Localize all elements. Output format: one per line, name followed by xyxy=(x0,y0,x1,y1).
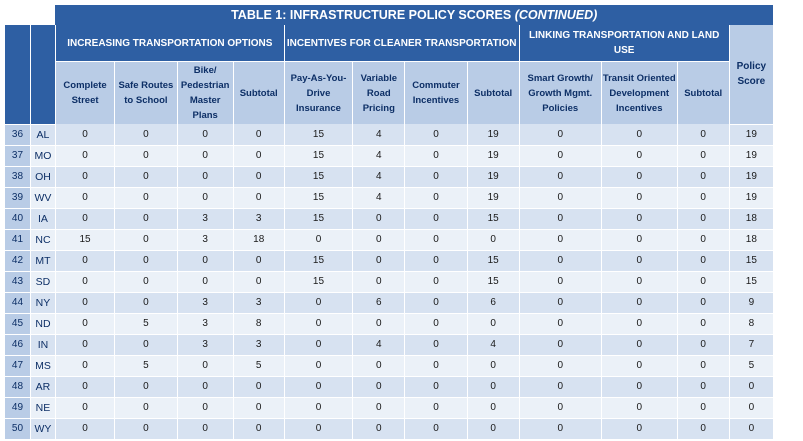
score-cell: 0 xyxy=(353,355,405,376)
score-cell: 0 xyxy=(55,166,114,187)
table-row xyxy=(5,124,774,145)
score-cell: 0 xyxy=(405,418,467,439)
score-cell: 0 xyxy=(284,313,353,334)
state-cell: MS xyxy=(30,355,55,376)
policy-score-cell: 15 xyxy=(729,250,773,271)
policy-score-cell: 18 xyxy=(729,208,773,229)
score-cell: 0 xyxy=(519,145,601,166)
score-cell: 0 xyxy=(115,187,177,208)
score-cell: 0 xyxy=(353,397,405,418)
group-header-transport-options: INCREASING TRANSPORTATION OPTIONS xyxy=(55,25,284,62)
state-cell: IA xyxy=(30,208,55,229)
score-cell: 0 xyxy=(601,166,677,187)
score-cell: 3 xyxy=(177,229,233,250)
score-cell: 0 xyxy=(467,376,519,397)
score-cell: 0 xyxy=(115,229,177,250)
score-cell: 0 xyxy=(353,229,405,250)
score-cell: 0 xyxy=(177,145,233,166)
table-row xyxy=(5,292,774,313)
score-cell: 0 xyxy=(115,124,177,145)
table-row xyxy=(5,166,774,187)
title-spacer xyxy=(5,5,56,25)
score-cell: 0 xyxy=(467,397,519,418)
score-cell: 0 xyxy=(55,271,114,292)
score-cell: 0 xyxy=(55,334,114,355)
score-cell: 3 xyxy=(177,208,233,229)
score-cell: 0 xyxy=(677,397,729,418)
score-cell: 0 xyxy=(601,124,677,145)
score-cell: 0 xyxy=(353,376,405,397)
score-cell: 0 xyxy=(55,355,114,376)
table-row xyxy=(5,250,774,271)
group-header-cleaner-transportation: INCENTIVES FOR CLEANER TRANSPORTATION xyxy=(284,25,519,62)
score-cell: 0 xyxy=(677,355,729,376)
score-cell: 19 xyxy=(467,145,519,166)
table-row xyxy=(5,145,774,166)
score-cell: 0 xyxy=(233,145,284,166)
score-cell: 0 xyxy=(405,334,467,355)
column-header: Safe Routes to School xyxy=(115,62,177,125)
score-cell: 0 xyxy=(284,397,353,418)
column-header: Pay-As-You-Drive Insurance xyxy=(284,62,353,125)
policy-score-cell: 19 xyxy=(729,145,773,166)
infrastructure-policy-table-container xyxy=(4,5,773,440)
score-cell: 6 xyxy=(467,292,519,313)
table-row xyxy=(5,229,774,250)
score-cell: 0 xyxy=(519,229,601,250)
score-cell: 0 xyxy=(677,250,729,271)
table-title xyxy=(55,5,773,25)
column-header: Transit Oriented Development Incentives xyxy=(601,62,677,125)
score-cell: 5 xyxy=(115,355,177,376)
score-cell: 3 xyxy=(177,292,233,313)
score-cell: 0 xyxy=(115,208,177,229)
score-cell: 0 xyxy=(467,355,519,376)
score-cell: 0 xyxy=(519,250,601,271)
score-cell: 0 xyxy=(177,187,233,208)
table-row xyxy=(5,187,774,208)
group-header-land-use: LINKING TRANSPORTATION AND LAND USE xyxy=(519,25,729,62)
policy-score-cell: 9 xyxy=(729,292,773,313)
score-cell: 0 xyxy=(519,418,601,439)
state-cell: IN xyxy=(30,334,55,355)
policy-score-cell: 8 xyxy=(729,313,773,334)
score-cell: 0 xyxy=(677,145,729,166)
table-row xyxy=(5,418,774,439)
score-cell: 0 xyxy=(405,250,467,271)
score-cell: 0 xyxy=(519,187,601,208)
rank-cell: 47 xyxy=(5,355,31,376)
score-cell: 0 xyxy=(177,271,233,292)
score-cell: 5 xyxy=(115,313,177,334)
score-cell: 0 xyxy=(601,208,677,229)
score-cell: 0 xyxy=(115,166,177,187)
score-cell: 0 xyxy=(55,187,114,208)
rank-header xyxy=(5,25,31,124)
score-cell: 0 xyxy=(405,229,467,250)
table-title-main: TABLE 1: INFRASTRUCTURE POLICY SCORES xyxy=(231,8,512,22)
column-header: Subtotal xyxy=(233,62,284,125)
score-cell: 0 xyxy=(405,271,467,292)
score-cell: 0 xyxy=(55,313,114,334)
table-row xyxy=(5,397,774,418)
score-cell: 3 xyxy=(233,208,284,229)
score-cell: 0 xyxy=(467,418,519,439)
score-cell: 0 xyxy=(284,334,353,355)
score-cell: 0 xyxy=(519,124,601,145)
score-cell: 15 xyxy=(284,250,353,271)
score-cell: 0 xyxy=(177,355,233,376)
score-cell: 0 xyxy=(233,124,284,145)
score-cell: 3 xyxy=(177,334,233,355)
score-cell: 0 xyxy=(115,418,177,439)
score-cell: 8 xyxy=(233,313,284,334)
score-cell: 0 xyxy=(233,397,284,418)
score-cell: 0 xyxy=(519,376,601,397)
state-cell: SD xyxy=(30,271,55,292)
score-cell: 0 xyxy=(55,145,114,166)
column-header: Smart Growth/ Growth Mgmt. Policies xyxy=(519,62,601,125)
score-cell: 0 xyxy=(115,292,177,313)
score-cell: 0 xyxy=(677,418,729,439)
score-cell: 0 xyxy=(677,229,729,250)
score-cell: 0 xyxy=(284,418,353,439)
score-cell: 0 xyxy=(353,271,405,292)
state-cell: AL xyxy=(30,124,55,145)
score-cell: 15 xyxy=(467,271,519,292)
score-cell: 0 xyxy=(55,418,114,439)
rank-cell: 45 xyxy=(5,313,31,334)
score-cell: 4 xyxy=(353,187,405,208)
state-cell: AR xyxy=(30,376,55,397)
table-row xyxy=(5,271,774,292)
score-cell: 0 xyxy=(284,376,353,397)
score-cell: 0 xyxy=(115,271,177,292)
score-cell: 0 xyxy=(601,355,677,376)
score-cell: 19 xyxy=(467,124,519,145)
score-cell: 0 xyxy=(519,271,601,292)
state-cell: ND xyxy=(30,313,55,334)
score-cell: 0 xyxy=(284,355,353,376)
score-cell: 0 xyxy=(177,124,233,145)
score-cell: 0 xyxy=(353,418,405,439)
rank-cell: 43 xyxy=(5,271,31,292)
score-cell: 0 xyxy=(601,397,677,418)
policy-score-cell: 15 xyxy=(729,271,773,292)
score-cell: 0 xyxy=(519,355,601,376)
score-cell: 0 xyxy=(519,292,601,313)
score-cell: 0 xyxy=(405,145,467,166)
policy-score-cell: 19 xyxy=(729,187,773,208)
rank-cell: 36 xyxy=(5,124,31,145)
state-cell: NE xyxy=(30,397,55,418)
score-cell: 0 xyxy=(233,271,284,292)
policy-score-cell: 7 xyxy=(729,334,773,355)
table-row xyxy=(5,208,774,229)
score-cell: 3 xyxy=(233,334,284,355)
score-cell: 0 xyxy=(519,166,601,187)
score-cell: 0 xyxy=(405,124,467,145)
column-header: Subtotal xyxy=(677,62,729,125)
score-cell: 0 xyxy=(177,397,233,418)
score-cell: 0 xyxy=(405,187,467,208)
score-cell: 15 xyxy=(467,208,519,229)
score-cell: 0 xyxy=(677,292,729,313)
state-cell: WV xyxy=(30,187,55,208)
score-cell: 0 xyxy=(601,250,677,271)
policy-score-cell: 5 xyxy=(729,355,773,376)
score-cell: 0 xyxy=(601,145,677,166)
column-header: Subtotal xyxy=(467,62,519,125)
table-row xyxy=(5,334,774,355)
score-cell: 0 xyxy=(677,187,729,208)
score-cell: 0 xyxy=(55,376,114,397)
score-cell: 0 xyxy=(601,313,677,334)
score-cell: 4 xyxy=(353,145,405,166)
score-cell: 0 xyxy=(601,229,677,250)
score-cell: 0 xyxy=(55,397,114,418)
score-cell: 3 xyxy=(177,313,233,334)
score-cell: 0 xyxy=(115,145,177,166)
column-header: Bike/ Pedestrian Master Plans xyxy=(177,62,233,125)
score-cell: 0 xyxy=(519,334,601,355)
state-cell: WY xyxy=(30,418,55,439)
score-cell: 0 xyxy=(601,271,677,292)
score-cell: 0 xyxy=(677,313,729,334)
score-cell: 0 xyxy=(405,376,467,397)
score-cell: 0 xyxy=(353,208,405,229)
rank-cell: 48 xyxy=(5,376,31,397)
column-header: Complete Street xyxy=(55,62,114,125)
score-cell: 18 xyxy=(233,229,284,250)
score-cell: 0 xyxy=(601,334,677,355)
score-cell: 15 xyxy=(284,124,353,145)
state-header xyxy=(30,25,55,124)
table-title-suffix: (CONTINUED) xyxy=(514,8,598,22)
score-cell: 0 xyxy=(677,124,729,145)
score-cell: 15 xyxy=(284,208,353,229)
score-cell: 15 xyxy=(284,271,353,292)
score-cell: 0 xyxy=(115,376,177,397)
score-cell: 0 xyxy=(405,313,467,334)
column-header-row xyxy=(5,62,774,125)
score-cell: 0 xyxy=(677,271,729,292)
score-cell: 0 xyxy=(405,208,467,229)
column-header: Commuter Incentives xyxy=(405,62,467,125)
score-cell: 0 xyxy=(177,418,233,439)
policy-score-cell: 19 xyxy=(729,166,773,187)
score-cell: 0 xyxy=(601,376,677,397)
score-cell: 0 xyxy=(353,250,405,271)
policy-score-header: Policy Score xyxy=(729,25,773,124)
score-cell: 4 xyxy=(353,124,405,145)
score-cell: 0 xyxy=(284,229,353,250)
state-cell: MT xyxy=(30,250,55,271)
score-cell: 0 xyxy=(177,250,233,271)
policy-score-cell: 0 xyxy=(729,376,773,397)
score-cell: 4 xyxy=(467,334,519,355)
rank-cell: 38 xyxy=(5,166,31,187)
state-cell: NC xyxy=(30,229,55,250)
score-cell: 0 xyxy=(115,397,177,418)
score-cell: 0 xyxy=(115,334,177,355)
score-cell: 0 xyxy=(467,229,519,250)
state-cell: OH xyxy=(30,166,55,187)
score-cell: 0 xyxy=(55,208,114,229)
policy-score-cell: 0 xyxy=(729,418,773,439)
score-cell: 4 xyxy=(353,166,405,187)
score-cell: 5 xyxy=(233,355,284,376)
rank-cell: 44 xyxy=(5,292,31,313)
score-cell: 0 xyxy=(177,376,233,397)
policy-score-cell: 19 xyxy=(729,124,773,145)
score-cell: 0 xyxy=(677,208,729,229)
score-cell: 15 xyxy=(284,145,353,166)
score-cell: 0 xyxy=(519,397,601,418)
score-cell: 3 xyxy=(233,292,284,313)
score-cell: 0 xyxy=(233,376,284,397)
score-cell: 4 xyxy=(353,334,405,355)
score-cell: 15 xyxy=(284,187,353,208)
rank-cell: 46 xyxy=(5,334,31,355)
score-cell: 15 xyxy=(467,250,519,271)
score-cell: 19 xyxy=(467,187,519,208)
rank-cell: 41 xyxy=(5,229,31,250)
score-cell: 0 xyxy=(467,313,519,334)
score-cell: 0 xyxy=(55,124,114,145)
score-cell: 0 xyxy=(677,166,729,187)
table-row xyxy=(5,355,774,376)
score-cell: 19 xyxy=(467,166,519,187)
score-cell: 0 xyxy=(55,292,114,313)
policy-scores-table xyxy=(4,5,773,440)
score-cell: 0 xyxy=(233,250,284,271)
rank-cell: 50 xyxy=(5,418,31,439)
score-cell: 0 xyxy=(601,292,677,313)
state-cell: NY xyxy=(30,292,55,313)
score-cell: 0 xyxy=(601,187,677,208)
table-body xyxy=(5,124,774,439)
table-row xyxy=(5,376,774,397)
policy-score-cell: 0 xyxy=(729,397,773,418)
policy-score-cell: 18 xyxy=(729,229,773,250)
score-cell: 0 xyxy=(115,250,177,271)
score-cell: 0 xyxy=(233,166,284,187)
score-cell: 6 xyxy=(353,292,405,313)
column-header: Variable Road Pricing xyxy=(353,62,405,125)
score-cell: 0 xyxy=(177,166,233,187)
score-cell: 0 xyxy=(405,166,467,187)
score-cell: 0 xyxy=(233,418,284,439)
rank-cell: 49 xyxy=(5,397,31,418)
rank-cell: 39 xyxy=(5,187,31,208)
score-cell: 0 xyxy=(677,376,729,397)
rank-cell: 42 xyxy=(5,250,31,271)
score-cell: 0 xyxy=(601,418,677,439)
score-cell: 15 xyxy=(284,166,353,187)
rank-cell: 40 xyxy=(5,208,31,229)
state-cell: MO xyxy=(30,145,55,166)
score-cell: 0 xyxy=(405,355,467,376)
score-cell: 0 xyxy=(55,250,114,271)
score-cell: 0 xyxy=(519,313,601,334)
score-cell: 0 xyxy=(519,208,601,229)
score-cell: 0 xyxy=(677,334,729,355)
score-cell: 0 xyxy=(405,397,467,418)
table-row xyxy=(5,313,774,334)
score-cell: 0 xyxy=(284,292,353,313)
score-cell: 0 xyxy=(233,187,284,208)
score-cell: 0 xyxy=(405,292,467,313)
rank-cell: 37 xyxy=(5,145,31,166)
score-cell: 0 xyxy=(353,313,405,334)
score-cell: 15 xyxy=(55,229,114,250)
